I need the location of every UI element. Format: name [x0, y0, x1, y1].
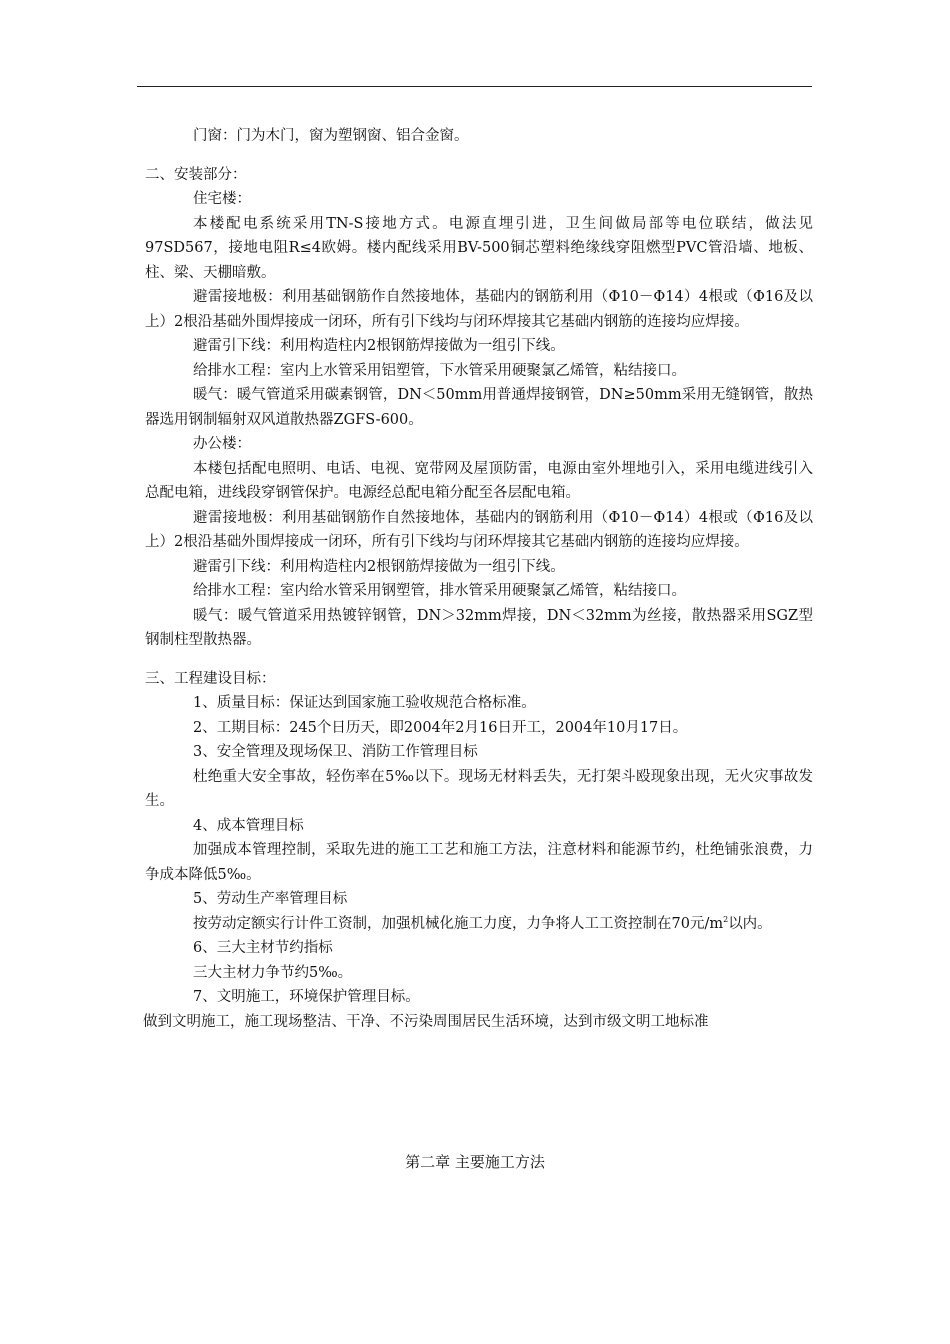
goal-5-heading: 5、劳动生产率管理目标 — [193, 891, 348, 907]
goal-6-heading: 6、三大主材节约指标 — [193, 940, 333, 956]
section-2-title: 二、安装部分： — [145, 166, 247, 183]
header-rule — [137, 86, 812, 87]
goal-5-text-end: 以内。 — [728, 915, 772, 932]
doors-windows-line: 门窗：门为木门，窗为塑钢窗、铝合金窗。 — [193, 128, 469, 144]
chapter-heading: 第二章 主要施工方法 — [405, 1153, 545, 1171]
section-3-title: 三、工程建设目标： — [145, 670, 276, 687]
office-plumbing-paragraph: 给排水工程：室内给水管采用钢塑管，排水管采用硬聚氯乙烯管，粘结接口。 — [193, 583, 686, 599]
residential-grounding-paragraph: 避雷接地极：利用基础钢筋作自然接地体，基础内的钢筋利用（Φ10－Φ14）4根或（Φ16及以上）2根沿基础外围焊接成一闭环，所有引下线均与闭环焊接其它基础内钢筋的连接均应焊接。 — [145, 289, 813, 330]
office-power-paragraph: 本楼包括配电照明、电话、电视、宽带网及屋顶防雷，电源由室外埋地引入，采用电缆进线引入总配电箱，进线段穿钢管保护。电源经总配电箱分配至各层配电箱。 — [145, 460, 813, 501]
goal-6-text: 三大主材力争节约5‰。 — [193, 964, 353, 981]
residential-power-paragraph: 本楼配电系统采用TN-S接地方式。电源直埋引进，卫生间做局部等电位联结，做法见97SD567，接地电阻R≤4欧姆。楼内配线采用BV-500铜芯塑料绝缘线穿阻燃型PVC管沿墙、地板、柱、梁、天棚暗敷。 — [145, 215, 813, 281]
residential-downlead-paragraph: 避雷引下线：利用构造柱内2根钢筋焊接做为一组引下线。 — [193, 338, 565, 354]
office-downlead-paragraph: 避雷引下线：利用构造柱内2根钢筋焊接做为一组引下线。 — [193, 558, 565, 575]
body-text — [145, 124, 813, 1034]
office-heating-paragraph: 暖气：暖气管道采用热镀锌钢管，DN＞32mm焊接，DN＜32mm为丝接，散热器采用SGZ型钢制柱型散热器。 — [145, 607, 813, 648]
goal-3-heading: 3、安全管理及现场保卫、消防工作管理目标 — [193, 744, 478, 760]
residential-plumbing-paragraph: 给排水工程：室内上水管采用铝塑管，下水管采用硬聚氯乙烯管，粘结接口。 — [193, 362, 686, 379]
goal-5-text-main: 按劳动定额实行计件工资制，加强机械化施工力度，力争将人工工资控制在70元/m — [193, 915, 724, 932]
office-heading: 办公楼： — [193, 436, 251, 452]
goal-7-heading: 7、文明施工，环境保护管理目标。 — [193, 989, 420, 1005]
goal-7-text: 做到文明施工，施工现场整洁、干净、不污染周围居民生活环境，达到市级文明工地标准 — [143, 1013, 709, 1030]
residential-heading: 住宅楼： — [193, 191, 251, 207]
goal-4-text: 加强成本管理控制，采取先进的施工工艺和施工方法，注意材料和能源节约，杜绝铺张浪费，力争成本降低5‰。 — [145, 842, 813, 883]
goal-5-text — [145, 912, 813, 937]
residential-heating-paragraph: 暖气：暖气管道采用碳素钢管，DN＜50mm用普通焊接钢管，DN≥50mm采用无缝钢管，散热器选用钢制辐射双风道散热器ZGFS-600。 — [145, 387, 813, 428]
goal-5-superscript: 2 — [723, 914, 729, 924]
office-grounding-paragraph: 避雷接地极：利用基础钢筋作自然接地体，基础内的钢筋利用（Φ10－Φ14）4根或（Φ16及以上）2根沿基础外围焊接成一闭环，所有引下线均与闭环焊接其它基础内钢筋的连接均应焊接。 — [145, 509, 813, 550]
goal-1-quality: 1、质量目标：保证达到国家施工验收规范合格标准。 — [193, 695, 536, 711]
goal-4-heading: 4、成本管理目标 — [193, 817, 304, 834]
goal-3-text: 杜绝重大安全事故，轻伤率在5‰以下。现场无材料丢失，无打架斗殴现象出现，无火灾事故发生。 — [145, 768, 813, 809]
goal-2-schedule: 2、工期目标：245个日历天，即2004年2月16日开工，2004年10月17日。 — [193, 719, 688, 736]
